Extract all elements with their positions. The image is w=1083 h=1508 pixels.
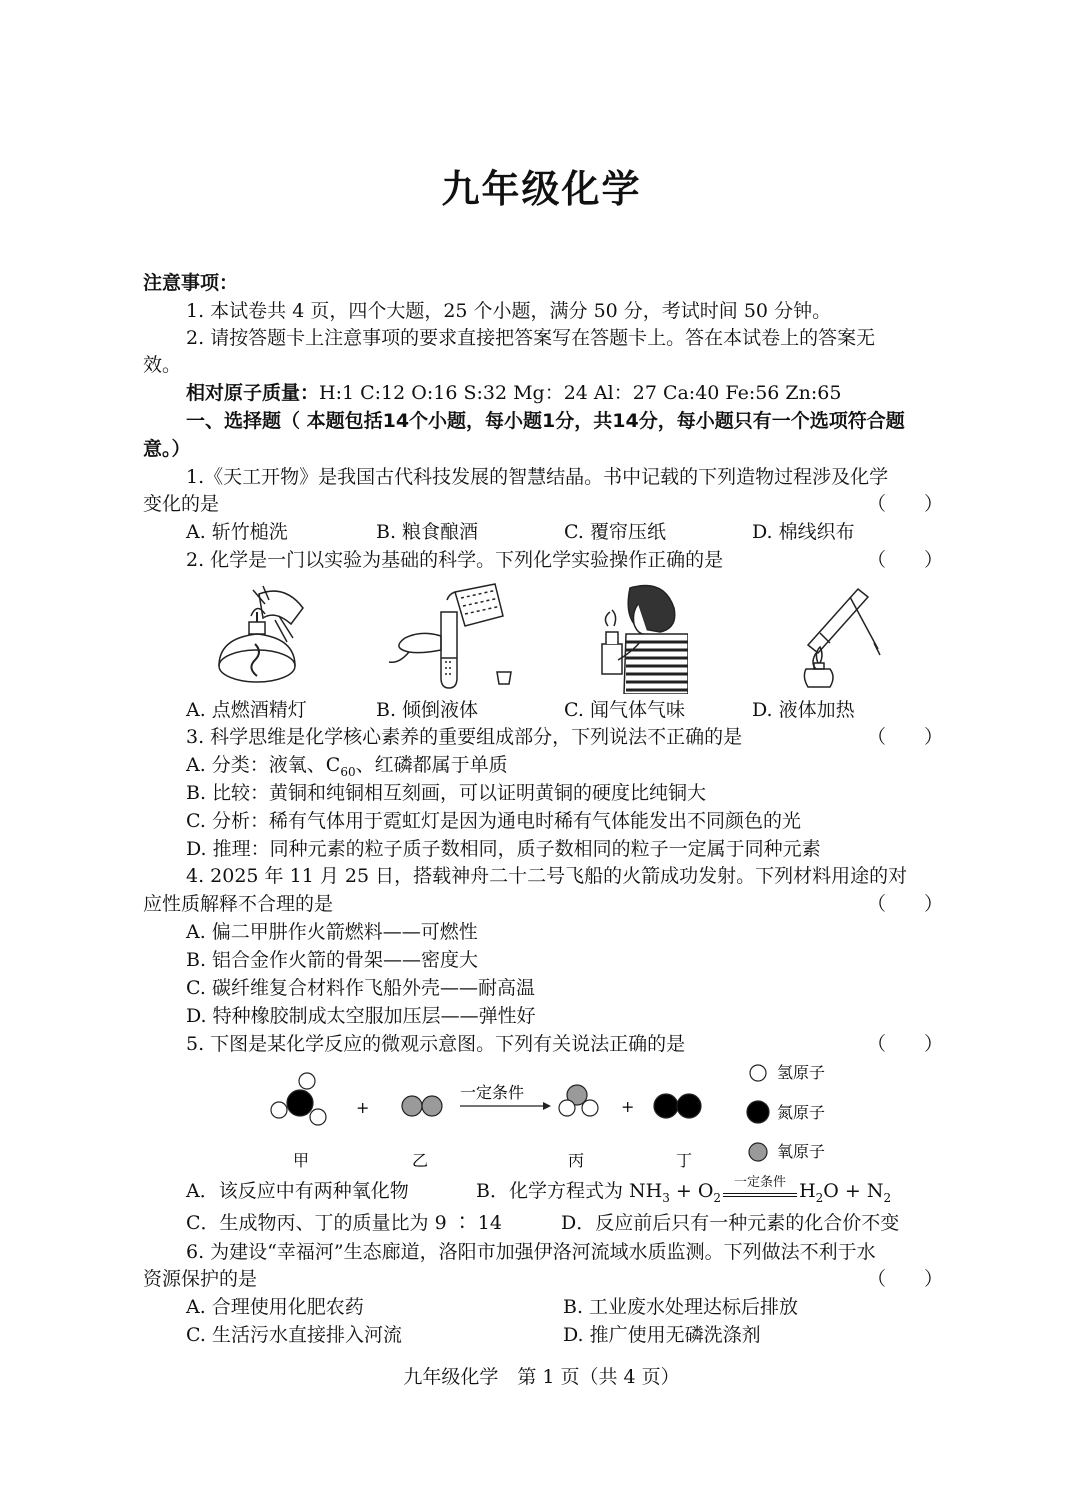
page-title: 九年级化学 [441,167,642,211]
q4-option-c: C. 碳纤维复合材料作飞船外壳——耐高温 [186,977,535,999]
molecule-yi [402,1096,442,1116]
q2-option-d: D. 液体加热 [752,699,855,721]
molecule-bing [559,1085,598,1116]
q5-option-b-text-3: H [799,1180,816,1202]
atomic-mass-line [186,379,943,407]
q5-option-b-text: B．化学方程式为 NH [476,1180,663,1202]
q3-option-a-subscript: 60 [340,764,356,779]
q1-option-d: D. 棉线织布 [752,521,855,543]
q6-answer-blank: （ ） [866,1268,943,1290]
q5-answer-blank: （ ） [866,1033,943,1055]
q5-option-c: C．生成物丙、丁的质量比为 9 ∶ 14 [186,1212,502,1234]
notice-heading: 注意事项： [143,272,239,294]
legend [747,1065,769,1161]
q4-stem-line-2 [143,890,943,918]
q6-stem-line-2 [143,1265,943,1293]
q3-option-d: D. 推理：同种元素的粒子质子数相同，质子数相同的粒子一定属于同种元素 [186,838,821,860]
q3-option-a [186,751,943,779]
q1-stem-text: 变化的是 [143,493,220,515]
smelling-gas-illustration [588,582,688,694]
q2-answer-blank: （ ） [866,549,943,571]
q5-option-b-text-4: O + N [823,1180,884,1202]
q5-option-b [476,1177,891,1205]
q5-option-b-sub-3: 2 [815,1190,824,1205]
q6-option-d: D. 推广使用无磷洗涤剂 [563,1324,761,1346]
q1-option-c: C. 覆帘压纸 [564,521,666,543]
label-ding: 丁 [676,1151,693,1170]
legend-hydrogen-label: 氢原子 [777,1063,826,1082]
notice-item-2-line-2: 效。 [143,354,182,376]
page-footer: 九年级化学 第 1 页（共 4 页） [403,1366,680,1388]
q1-stem-line-1: 1.《天工开物》是我国古代科技发展的智慧结晶。书中记载的下列造物过程涉及化学 [186,466,889,488]
section-1-heading-line-1: 一、选择题（ 本题包括14个小题，每小题1分，共14分，每小题只有一个选项符合题 [186,410,905,432]
q4-stem-text: 应性质解释不合理的是 [143,893,334,915]
q4-option-d: D. 特种橡胶制成太空服加压层——弹性好 [186,1005,536,1027]
q1-options [186,518,943,546]
q5-option-b-sub-2: 2 [713,1190,722,1205]
q5-option-a: A．该反应中有两种氧化物 [186,1180,409,1202]
legend-oxygen-swatch [749,1143,767,1161]
pouring-liquid-illustration [385,578,515,693]
legend-oxygen-label: 氧原子 [777,1142,826,1161]
q6-stem-line-1: 6. 为建设“幸福河”生态廊道，洛阳市加强伊洛河流域水质监测。下列做法不利于水 [186,1241,876,1263]
q4-option-b: B. 铝合金作火箭的骨架——密度大 [186,949,479,971]
plus-sign-2: + [621,1097,635,1116]
q3-option-b: B. 比较：黄铜和纯铜相互刻画，可以证明黄铜的硬度比纯铜大 [186,782,707,804]
q4-answer-blank: （ ） [866,893,943,915]
notice-item-2-line-1: 2. 请按答题卡上注意事项的要求直接把答案写在答题卡上。答在本试卷上的答案无 [186,327,876,349]
notice-item-1: 1. 本试卷共 4 页，四个大题，25 个小题，满分 50 分，考试时间 50 分钟。 [186,300,832,322]
q4-option-a: A. 偏二甲肼作火箭燃料——可燃性 [186,921,478,943]
label-jia: 甲 [293,1151,310,1170]
reaction-arrow-head [543,1102,551,1110]
q3-option-c: C. 分析：稀有气体用于霓虹灯是因为通电时稀有气体能发出不同颜色的光 [186,810,801,832]
q1-stem-line-2 [143,490,943,518]
q2-stem-text: 2. 化学是一门以实验为基础的科学。下列化学实验操作正确的是 [186,549,724,571]
atomic-mass-values: H:1 C:12 O:16 S:32 Mg：24 Al：27 Ca:40 Fe:56 Zn:65 [319,382,842,404]
q3-option-a-text-end: 、红磷都属于单质 [355,754,508,776]
molecule-ding [654,1094,701,1118]
legend-nitrogen-label: 氮原子 [777,1103,826,1122]
q2-option-b: B. 倾倒液体 [376,699,479,721]
q2-option-c: C. 闻气体气味 [564,699,685,721]
q4-stem-line-1: 4. 2025 年 11 月 25 日，搭载神舟二十二号飞船的火箭成功发射。下列材料用途的对 [186,865,908,887]
q6-option-b: B. 工业废水处理达标后排放 [563,1296,799,1318]
q1-answer-blank: （ ） [866,493,943,515]
molecule-jia [271,1073,326,1125]
q5-option-b-sub-4: 2 [883,1190,892,1205]
q2-option-a: A. 点燃酒精灯 [186,699,307,721]
q5-option-b-text-2: + O [669,1180,714,1202]
q6-option-a: A. 合理使用化肥农药 [186,1296,364,1318]
q3-stem-text: 3. 科学思维是化学核心素养的重要组成部分，下列说法不正确的是 [186,726,743,748]
section-1-heading-line-2: 意。） [143,438,191,460]
q5-stem-text: 5. 下图是某化学反应的微观示意图。下列有关说法正确的是 [186,1033,686,1055]
q5-option-d: D．反应前后只有一种元素的化合价不变 [561,1212,900,1234]
reaction-condition-label: 一定条件 [460,1083,525,1102]
q3-answer-blank: （ ） [866,726,943,748]
q5-option-b-condition: 一定条件 [734,1175,787,1190]
atomic-mass-label: 相对原子质量： [186,382,320,404]
q1-option-a: A. 斩竹槌洗 [186,521,288,543]
q5-stem-line [186,1030,943,1058]
q6-option-c: C. 生活污水直接排入河流 [186,1324,402,1346]
q5-option-b-equals-lines [723,1193,797,1197]
label-yi: 乙 [412,1151,429,1170]
alcohol-lamp-lighting-illustration [205,582,315,692]
q1-option-b: B. 粮食酿酒 [376,521,479,543]
heating-liquid-illustration [780,583,885,693]
q2-stem-line [186,546,943,574]
label-bing: 丙 [568,1151,585,1170]
q6-stem-text: 资源保护的是 [143,1268,258,1290]
legend-nitrogen-swatch [747,1101,769,1123]
legend-hydrogen-swatch [750,1065,766,1081]
plus-sign-1: + [356,1098,370,1117]
reaction-microscopic-diagram [255,1058,875,1178]
q5-option-b-sub-1: 3 [662,1190,670,1205]
q2-options [186,696,943,724]
q3-stem-line [186,723,943,751]
q3-option-a-text: A. 分类：液氧、C [186,754,341,776]
